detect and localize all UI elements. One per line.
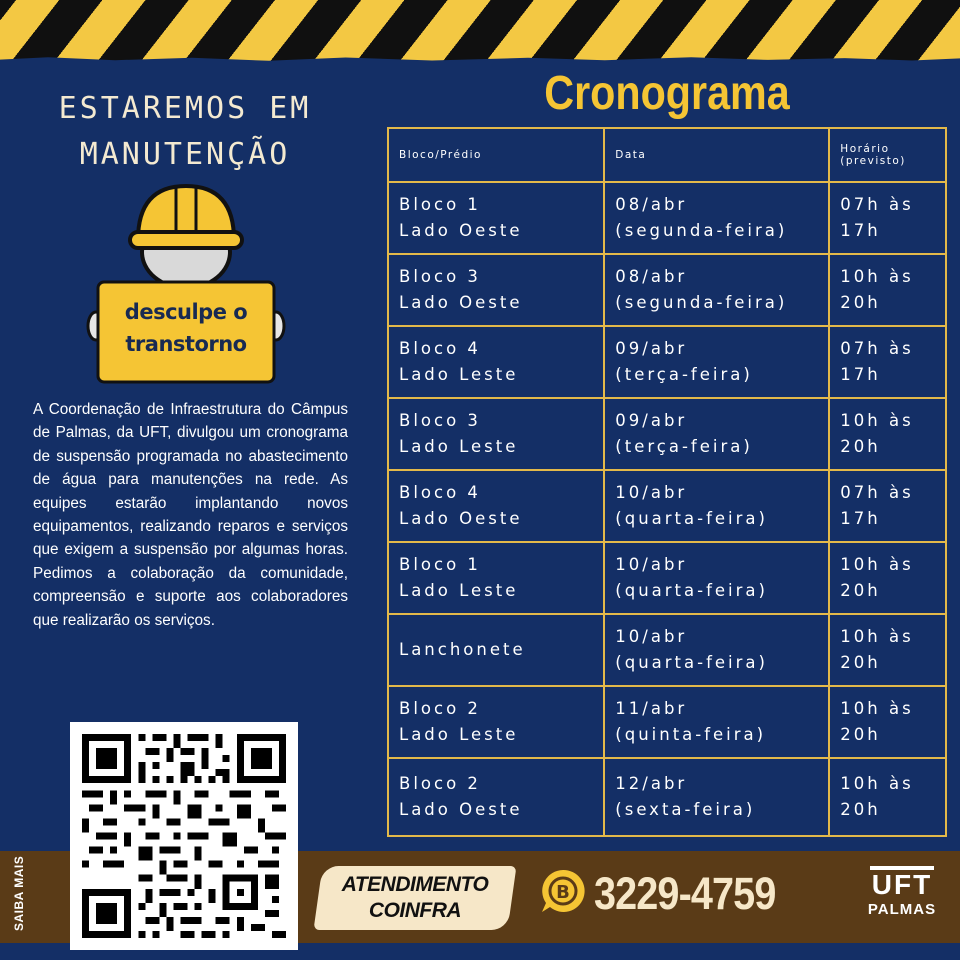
table-row xyxy=(388,542,946,614)
block-name: Bloco 3 xyxy=(399,267,481,286)
block-name: Bloco 2 xyxy=(399,699,481,718)
date-weekday: (quarta-feira) xyxy=(615,509,768,528)
cell-block xyxy=(388,254,604,326)
whatsapp-icon xyxy=(538,866,588,916)
cell-block xyxy=(388,614,604,686)
header-block: Bloco/Prédio xyxy=(388,128,604,182)
atendimento-line1: ATENDIMENTO xyxy=(341,873,489,896)
cell-time xyxy=(829,326,946,398)
date-day: 09/abr xyxy=(615,339,688,358)
block-side: Lado Oeste xyxy=(399,509,523,528)
date-day: 08/abr xyxy=(615,267,688,286)
qr-code-icon xyxy=(82,734,286,938)
time-start: 10h às xyxy=(840,699,914,718)
cell-time xyxy=(829,254,946,326)
apology-sign xyxy=(100,296,272,360)
cell-date xyxy=(604,254,829,326)
date-weekday: (segunda-feira) xyxy=(615,221,788,240)
cell-block xyxy=(388,542,604,614)
time-end: 20h xyxy=(840,293,881,312)
time-start: 10h às xyxy=(840,411,914,430)
block-name: Bloco 4 xyxy=(399,339,481,358)
block-name: Bloco 1 xyxy=(399,555,481,574)
time-start: 07h às xyxy=(840,195,914,214)
cell-date xyxy=(604,542,829,614)
block-side: Lado Leste xyxy=(399,437,519,456)
date-weekday: (segunda-feira) xyxy=(615,293,788,312)
block-name: Bloco 3 xyxy=(399,411,481,430)
block-side: Lado Leste xyxy=(399,725,519,744)
time-start: 07h às xyxy=(840,483,914,502)
atendimento-label xyxy=(318,872,512,924)
time-end: 20h xyxy=(840,800,881,819)
date-day: 10/abr xyxy=(615,483,688,502)
cell-time xyxy=(829,182,946,254)
uft-logo xyxy=(860,866,944,920)
block-side: Lado Oeste xyxy=(399,293,523,312)
block-side: Lado Leste xyxy=(399,581,519,600)
phone-number[interactable]: 3229-4759 xyxy=(594,868,776,919)
table-row xyxy=(388,326,946,398)
date-day: 09/abr xyxy=(615,411,688,430)
block-side: Lado Oeste xyxy=(399,221,523,240)
maintenance-title-line1: ESTAREMOS EM xyxy=(58,91,312,126)
schedule-title: Cronograma xyxy=(544,67,790,120)
time-end: 20h xyxy=(840,653,881,672)
cell-date xyxy=(604,398,829,470)
maintenance-title xyxy=(30,86,340,178)
atendimento-line2: COINFRA xyxy=(368,899,462,922)
cell-time xyxy=(829,542,946,614)
time-end: 20h xyxy=(840,437,881,456)
table-row xyxy=(388,182,946,254)
cell-date xyxy=(604,470,829,542)
cell-date xyxy=(604,614,829,686)
notice-description: A Coordenação de Infraestrutura do Câmpus de Palmas, da UFT, divulgou um cronograma de suspensão programada no abastecimento de água para manutenções na rede. As equipes estarão implantando novos equipamentos, realizando reparos e serviços que exigem a suspensão por algumas horas. Pedimos a colaboração da comunidade, compreensão e suporte aos colaboradores que realizarão os serviços. xyxy=(33,401,348,629)
date-day: 08/abr xyxy=(615,195,688,214)
time-start: 07h às xyxy=(840,339,914,358)
cell-block xyxy=(388,182,604,254)
apology-sign-line2: transtorno xyxy=(125,332,247,356)
cell-time xyxy=(829,686,946,758)
time-end: 20h xyxy=(840,581,881,600)
logo-top: UFT xyxy=(870,866,934,900)
date-day: 12/abr xyxy=(615,774,688,793)
date-weekday: (terça-feira) xyxy=(615,437,753,456)
cell-block xyxy=(388,686,604,758)
cell-block xyxy=(388,470,604,542)
table-row xyxy=(388,470,946,542)
cell-date xyxy=(604,686,829,758)
header-time-line1: Horário xyxy=(840,143,890,155)
maintenance-title-line2: MANUTENÇÃO xyxy=(79,137,291,172)
cell-block xyxy=(388,758,604,836)
time-end: 17h xyxy=(840,221,881,240)
cell-time xyxy=(829,614,946,686)
block-name: Bloco 2 xyxy=(399,774,481,793)
time-end: 20h xyxy=(840,725,881,744)
logo-bottom: PALMAS xyxy=(867,901,937,918)
cell-block xyxy=(388,398,604,470)
header-date: Data xyxy=(604,128,829,182)
cell-block xyxy=(388,326,604,398)
time-start: 10h às xyxy=(840,627,914,646)
cell-time xyxy=(829,470,946,542)
qr-code[interactable] xyxy=(70,722,298,950)
cell-date xyxy=(604,326,829,398)
time-start: 10h às xyxy=(840,267,914,286)
date-day: 10/abr xyxy=(615,627,688,646)
header-time xyxy=(829,128,946,182)
date-weekday: (quarta-feira) xyxy=(615,653,768,672)
time-end: 17h xyxy=(840,365,881,384)
block-side: Lado Oeste xyxy=(399,800,523,819)
apology-sign-line1: desculpe o xyxy=(124,300,248,324)
date-day: 11/abr xyxy=(615,699,688,718)
schedule-header-row xyxy=(388,128,946,182)
saiba-mais-label: SAIBA MAIS xyxy=(12,855,26,931)
table-row xyxy=(388,398,946,470)
time-end: 17h xyxy=(840,509,881,528)
table-row xyxy=(388,686,946,758)
cell-time xyxy=(829,398,946,470)
hazard-stripes xyxy=(0,0,960,62)
date-weekday: (quinta-feira) xyxy=(615,725,767,744)
time-start: 10h às xyxy=(840,774,914,793)
cell-time xyxy=(829,758,946,836)
block-name: Bloco 1 xyxy=(399,195,481,214)
block-name: Bloco 4 xyxy=(399,483,481,502)
cell-date xyxy=(604,758,829,836)
header-time-line2: (previsto) xyxy=(840,155,906,167)
time-start: 10h às xyxy=(840,555,914,574)
table-row xyxy=(388,614,946,686)
table-row xyxy=(388,758,946,836)
date-day: 10/abr xyxy=(615,555,688,574)
cell-date xyxy=(604,182,829,254)
schedule-table xyxy=(387,127,947,837)
table-row xyxy=(388,254,946,326)
block-name: Lanchonete xyxy=(399,640,526,659)
date-weekday: (sexta-feira) xyxy=(615,800,756,819)
block-side: Lado Leste xyxy=(399,365,519,384)
date-weekday: (quarta-feira) xyxy=(615,581,768,600)
date-weekday: (terça-feira) xyxy=(615,365,753,384)
svg-text:B: B xyxy=(556,882,570,903)
